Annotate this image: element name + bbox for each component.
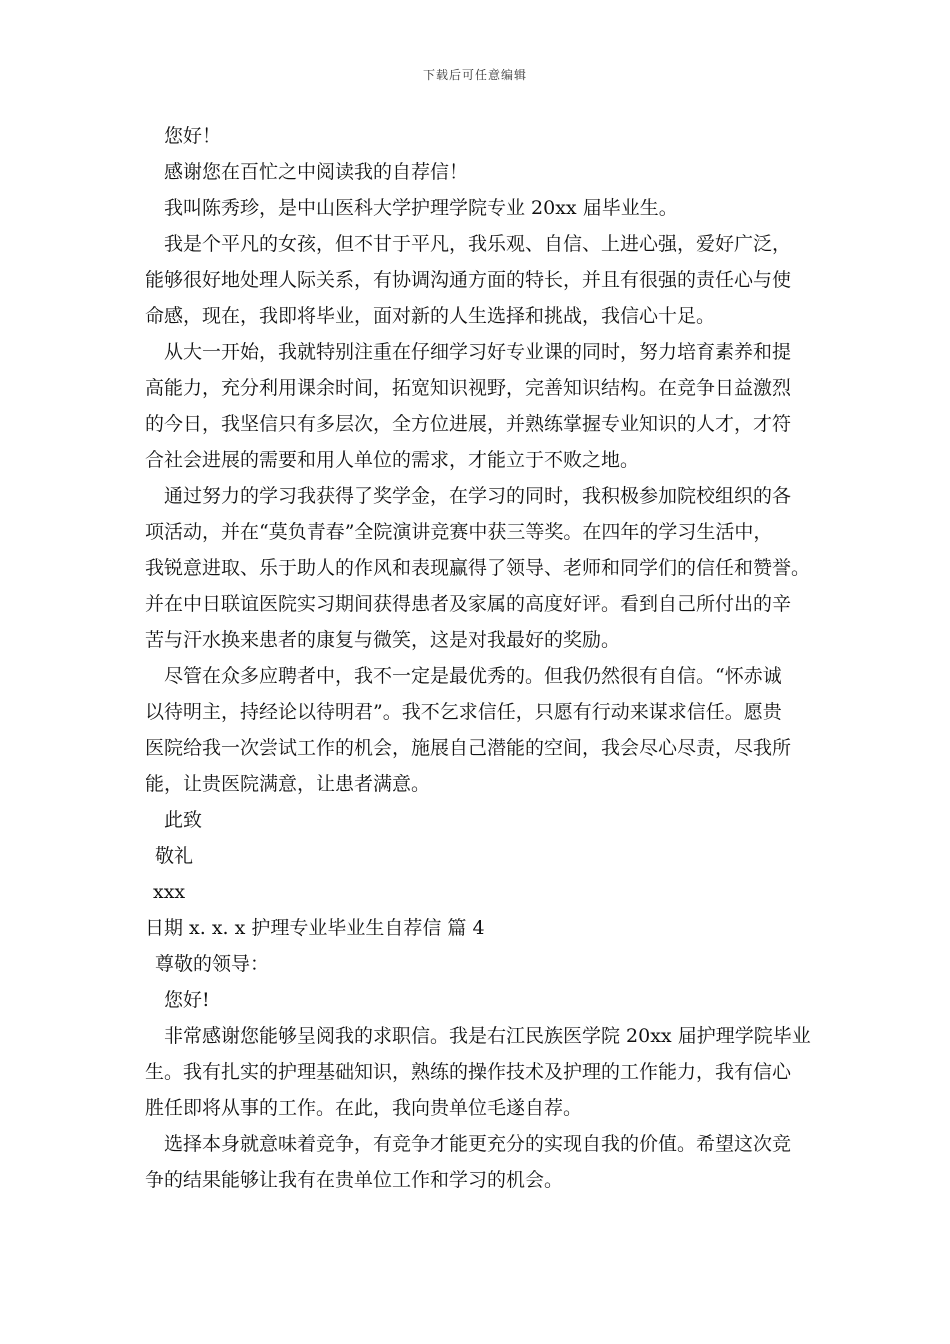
page-header: 下载后可任意编辑 bbox=[422, 68, 527, 82]
paragraph-line: 能够很好地处理人际关系，有协调沟通方面的特长，并且有很强的责任心与使 bbox=[145, 269, 792, 291]
paragraph-line: 的今日，我坚信只有多层次，全方位进展，并熟练掌握专业知识的人才，才符 bbox=[145, 413, 792, 435]
paragraph-line: 争的结果能够让我有在贵单位工作和学习的机会。 bbox=[145, 1169, 564, 1191]
paragraph-line: 以待明主，持经论以待明君”。我不乞求信任，只愿有行动来谋求信任。愿贵 bbox=[145, 701, 782, 723]
paragraph-line: 生。我有扎实的护理基础知识，熟练的操作技术及护理的工作能力，我有信心 bbox=[145, 1061, 792, 1083]
paragraph-line: 尽管在众多应聘者中，我不一定是最优秀的。但我仍然很有自信。“怀赤诚 bbox=[164, 665, 782, 687]
paragraph-line: 并在中日联谊医院实习期间获得患者及家属的高度好评。看到自己所付出的辛 bbox=[145, 593, 792, 615]
paragraph-line: 我是个平凡的女孩，但不甘于平凡，我乐观、自信、上进心强，爱好广泛， bbox=[164, 233, 792, 255]
paragraph-line: 合社会进展的需要和用人单位的需求，才能立于不败之地。 bbox=[145, 449, 640, 471]
paragraph-line: 选择本身就意味着竞争，有竞争才能更充分的实现自我的价值。希望这次竞 bbox=[164, 1133, 792, 1155]
addressee-line: 尊敬的领导： bbox=[155, 953, 270, 975]
paragraph-line: 命感，现在，我即将毕业，面对新的人生选择和挑战，我信心十足。 bbox=[145, 305, 716, 327]
paragraph-line: 胜任即将从事的工作。在此，我向贵单位毛遂自荐。 bbox=[145, 1097, 583, 1119]
signature-line: xxx bbox=[153, 881, 186, 903]
paragraph-line: 非常感谢您能够呈阅我的求职信。我是右江民族医学院 20xx 届护理学院毕业 bbox=[164, 1025, 811, 1047]
salutation-line: 敬礼 bbox=[155, 845, 194, 867]
greeting-line: 您好! bbox=[164, 989, 210, 1011]
paragraph-line: 通过努力的学习我获得了奖学金，在学习的同时，我积极参加院校组织的各 bbox=[164, 485, 792, 507]
letter-body bbox=[145, 118, 820, 1198]
paragraph-line: 我锐意进取、乐于助人的作风和表现赢得了领导、老师和同学们的信任和赞誉。 bbox=[145, 557, 811, 579]
intro-line: 我叫陈秀珍，是中山医科大学护理学院专业 20xx 届毕业生。 bbox=[164, 197, 678, 219]
date-title-line: 日期 x. x. x 护理专业毕业生自荐信 篇 4 bbox=[145, 917, 485, 939]
paragraph-line: 高能力，充分利用课余时间，拓宽知识视野，完善知识结构。在竞争日益激烈 bbox=[145, 377, 792, 399]
paragraph-line: 从大一开始，我就特别注重在仔细学习好专业课的同时，努力培育素养和提 bbox=[164, 341, 792, 363]
paragraph-line: 能，让贵医院满意，让患者满意。 bbox=[145, 773, 431, 795]
closing-line: 此致 bbox=[164, 809, 203, 831]
paragraph-line: 苦与汗水换来患者的康复与微笑，这是对我最好的奖励。 bbox=[145, 629, 621, 651]
greeting-line: 您好！ bbox=[164, 125, 222, 147]
paragraph-line: 医院给我一次尝试工作的机会，施展自己潜能的空间，我会尽心尽责，尽我所 bbox=[145, 737, 792, 759]
thanks-line: 感谢您在百忙之中阅读我的自荐信！ bbox=[164, 161, 469, 183]
paragraph-line: 项活动，并在“莫负青春”全院演讲竞赛中获三等奖。在四年的学习生活中， bbox=[145, 521, 773, 543]
